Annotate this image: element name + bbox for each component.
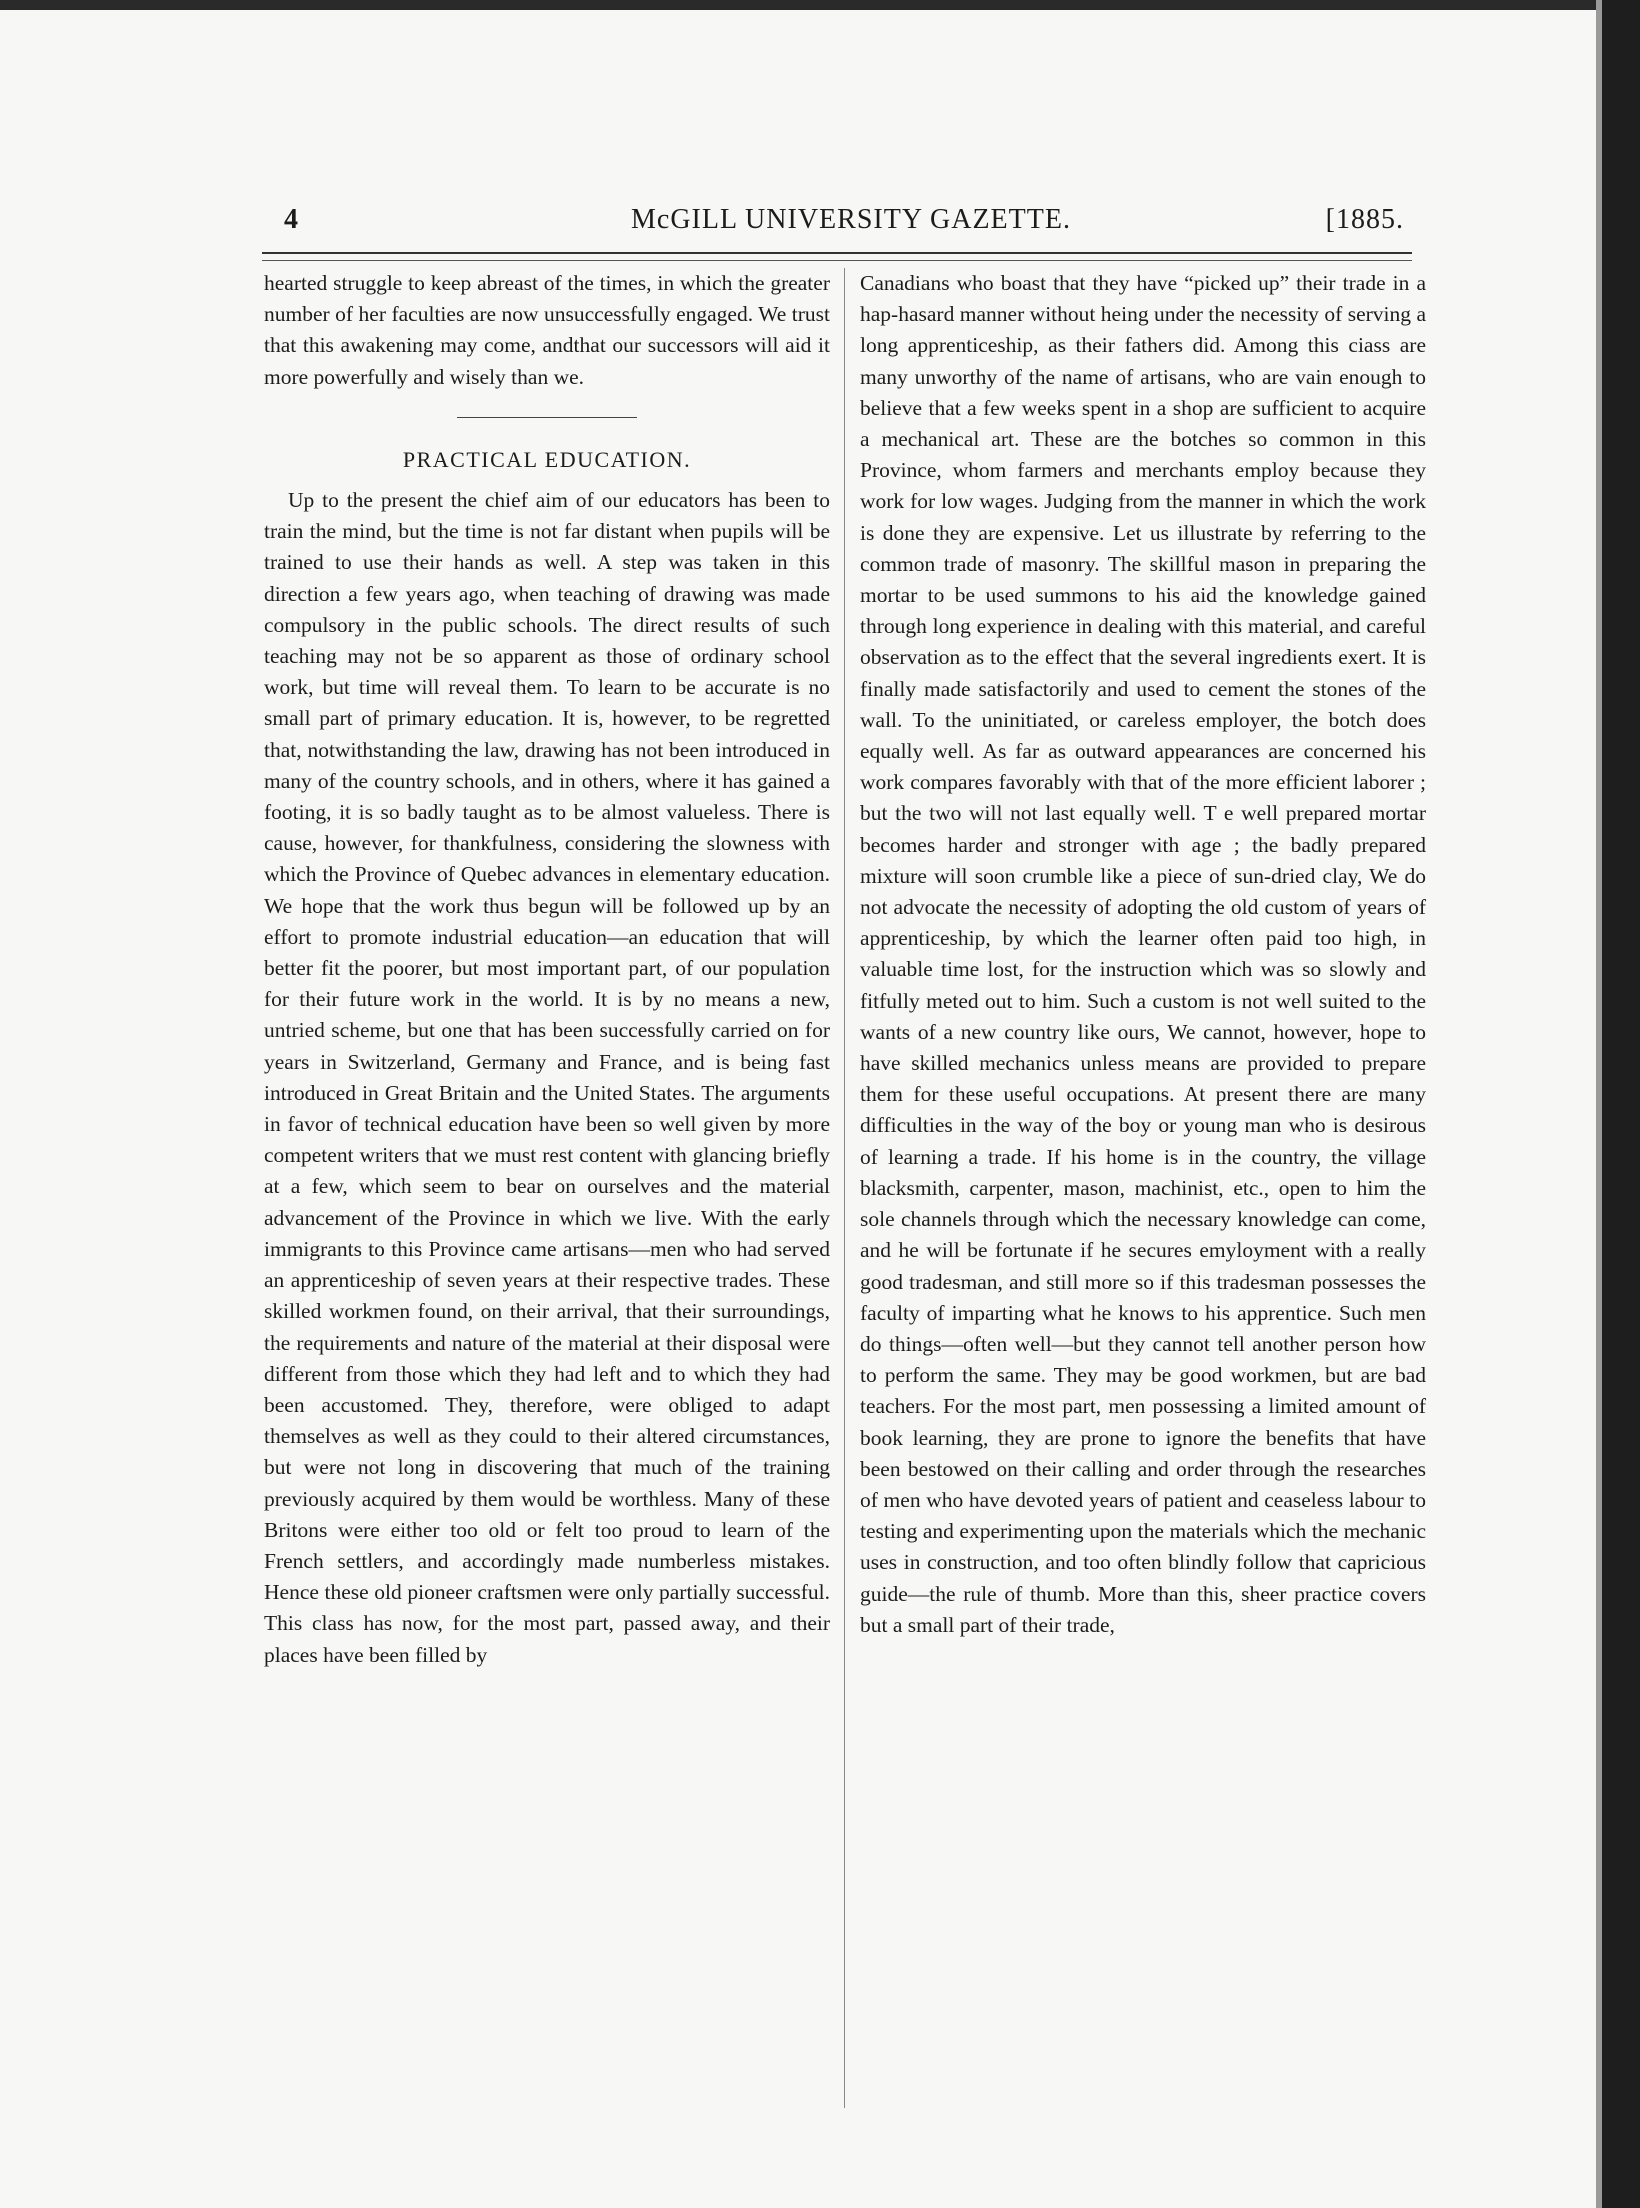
column-divider: [844, 268, 845, 2108]
article-paragraph-continued: Canadians who boast that they have “picked up” their trade in a hap-hasard manner without heing under the necessity of serving a long apprenticeship, as their fathers did. Among this ciass are many unworthy of the name of artisans, who are vain enough to believe that a few weeks spent in a shop are sufficient to acquire a mechanical art. These are the botches so common in this Province, whom farmers and merchants employ because they work for low wages. Judging from the manner in which the work is done they are expensive. Let us illustrate by referring to the common trade of masonry. The skillful mason in preparing the mortar to be used summons to his aid the knowledge gained through long experience in dealing with this material, and careful observation as to the effect that the several ingredients exert. It is finally made satisfactorily and used to cement the stones of the wall. To the uninitiated, or careless employer, the botch does equally well. As far as outward appearances are concerned his work compares favorably with that of the more efficient laborer ; but the two will not last equally well. T e well prepared mortar becomes harder and stronger with age ; the badly prepared mixture will soon crumble like a piece of sun-dried clay, We do not advocate the necessity of adopting the old custom of years of apprenticeship, by which the learner often paid too high, in valuable time lost, for the instruction which was so slowly and fitfully meted out to him. Such a custom is not well suited to the wants of a new country like ours, We cannot, however, hope to have skilled mechanics unless means are provided to prepare them for these useful occupations. At present there are many difficulties in the way of the boy or young man who is desirous of learning a trade. If his home is in the country, the village blacksmith, carpenter, mason, machinist, etc., open to him the sole channels through which the necessary knowledge can come, and he will be fortunate if he secures emyloyment with a really good tradesman, and still more so if this tradesman possesses the faculty of imparting what he knows to his apprentice. Such men do things—often well—but they cannot tell another person how to perform the same. They may be good workmen, but are bad teachers. For the most part, men possessing a limited amount of book learning, they are prone to ignore the benefits that have been bestowed on their calling and order through the researches of men who have devoted years of patient and ceaseless labour to testing and experimenting upon the materials which the mechanic uses in construction, and too often blindly follow that capricious guide—the rule of thumb. More than this, sheer practice covers but a small part of their trade,: [860, 271, 1426, 1637]
publication-title: McGILL UNIVERSITY GAZETTE.: [631, 204, 1071, 235]
header-rule: [262, 252, 1412, 261]
gazette-page: [262, 196, 1440, 2156]
left-column: [264, 268, 830, 1671]
section-divider: [457, 417, 637, 418]
article-paragraph: Up to the present the chief aim of our educators has been to train the mind, but the time is not far distant when pupils will be trained to use their hands as well. A step was taken in this direction a few years ago, when teaching of drawing was made compulsory in the public schools. The direct results of such teaching may not be so apparent as those of ordinary school work, but time will reveal them. To learn to be accurate is no small part of primary education. It is, however, to be regretted that, notwithstanding the law, drawing has not been introduced in many of the country schools, and in others, where it has gained a footing, it is so badly taught as to be almost valueless. There is cause, however, for thankfulness, considering the slowness with which the Province of Quebec advances in elementary education. We hope that the work thus begun will be followed up by an effort to promote industrial education—an education that will better fit the poorer, but most important part, of our population for their future work in the world. It is by no means a new, untried scheme, but one that has been successfully carried on for years in Switzerland, Germany and France, and is being fast introduced in Great Britain and the United States. The arguments in favor of technical education have been so well given by more competent writers that we must rest content with glancing briefly at a few, which seem to bear on ourselves and the material advancement of the Province in which we live. With the early immigrants to this Province came artisans—men who had served an apprenticeship of seven years at their respective trades. These skilled workmen found, on their arrival, that their surroundings, the requirements and nature of the material at their disposal were different from those which they had left and to which they had been accustomed. They, therefore, were obliged to adapt themselves as well as they could to their altered circumstances, but were not long in discovering that much of the training previously acquired by them would be worthless. Many of these Britons were either too old or felt too proud to learn of the French settlers, and accordingly made numberless mistakes. Hence these old pioneer craftsmen were only partially successful. This class has now, for the most part, passed away, and their places have been filled by: [264, 488, 830, 1667]
page-number: 4: [284, 204, 299, 235]
continued-paragraph: hearted struggle to keep abreast of the times, in which the greater number of her faculties are now unsuccessfully engaged. We trust that this awakening may come, andthat our successors will aid it more powerfully and wisely than we.: [264, 271, 830, 389]
running-header: [262, 196, 1440, 256]
text-columns: [262, 268, 1426, 2128]
right-column: [860, 268, 1426, 1641]
scan-edge-top: [0, 0, 1640, 10]
scan-edge-right: [1602, 0, 1640, 2208]
issue-year: [1885.: [1325, 204, 1404, 235]
section-title: PRACTICAL EDUCATION.: [402, 446, 692, 472]
